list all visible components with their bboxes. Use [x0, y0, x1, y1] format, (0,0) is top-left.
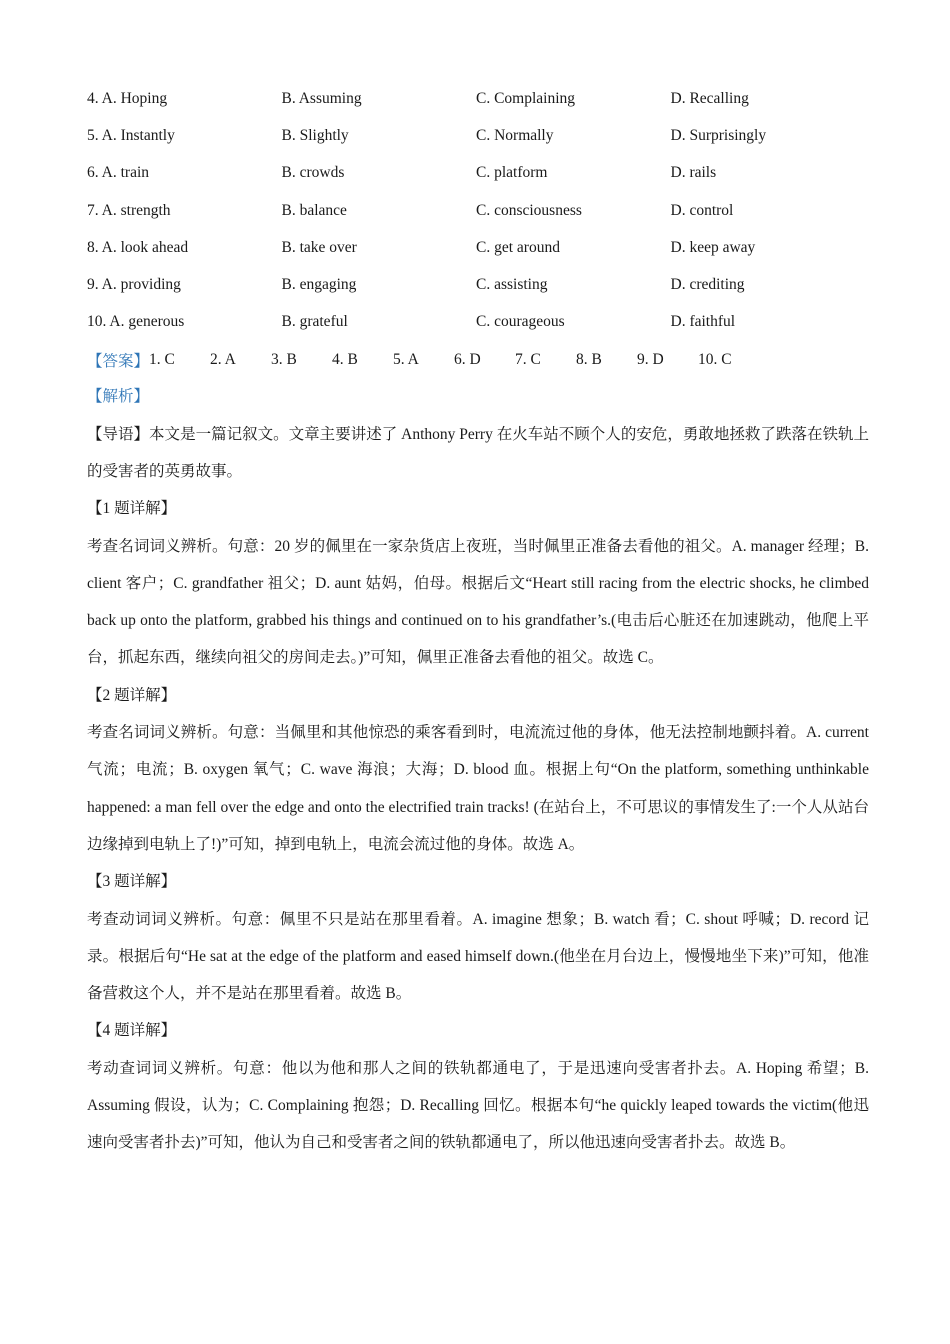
section-heading: 【2 题详解】	[87, 686, 177, 704]
option-a: 10. A. generous	[87, 313, 185, 331]
option-c: C. Normally	[476, 126, 554, 144]
option-b: B. Slightly	[281, 126, 349, 144]
option-b: B. Assuming	[281, 89, 362, 107]
answer-item: 2. A	[210, 350, 236, 368]
question-options-9	[87, 266, 869, 303]
answer-item: 1. C	[149, 350, 175, 368]
option-b: B. grateful	[281, 313, 348, 331]
analysis-tag: 【解析】	[87, 388, 150, 406]
answer-item: 7. C	[515, 350, 541, 368]
question-options-4	[87, 80, 869, 117]
option-d: D. faithful	[670, 313, 736, 331]
question-options-10	[87, 304, 869, 341]
option-c: C. get around	[476, 238, 560, 256]
option-d: D. keep away	[670, 238, 756, 256]
option-a: 9. A. providing	[87, 276, 181, 294]
answer-item: 8. B	[576, 350, 602, 368]
answer-item: 3. B	[271, 350, 297, 368]
section-body: 考查名词词义辨析。句意：当佩里和其他惊恐的乘客看到时，电流流过他的身体，他无法控制地颤抖着。A. current 气流；电流；B. oxygen 氧气；C. wave 海浪；大海；D. blood 血。根据上句“On the platform, something unthinkable happened: a man fell over the edge and onto the electrified train tracks! (在站台上，不可思议的事情发生了:一个人从站台边缘掉到电轨上了!)”可知，掉到电轨上，电流会流过他的身体。故选 A。	[87, 724, 869, 853]
option-d: D. Recalling	[670, 89, 749, 107]
option-a: 5. A. Instantly	[87, 126, 175, 144]
answer-item: 5. A	[393, 350, 419, 368]
option-a: 7. A. strength	[87, 201, 171, 219]
document-content	[87, 80, 869, 1162]
option-c: C. Complaining	[476, 89, 576, 107]
option-d: D. Surprisingly	[670, 126, 767, 144]
option-d: D. rails	[670, 164, 717, 182]
option-c: C. platform	[476, 164, 548, 182]
answer-item: 9. D	[637, 350, 664, 368]
guide-paragraph: 【导语】本文是一篇记叙文。文章主要讲述了 Anthony Perry 在火车站不顾个人的安危，勇敢地拯救了跌落在铁轨上的受害者的英勇故事。	[87, 425, 869, 480]
answer-item: 10. C	[698, 350, 732, 368]
option-c: C. courageous	[476, 313, 565, 331]
option-a: 6. A. train	[87, 164, 150, 182]
option-b: B. engaging	[281, 276, 357, 294]
option-b: B. take over	[281, 238, 357, 256]
section-heading: 【3 题详解】	[87, 873, 177, 891]
option-d: D. control	[670, 201, 734, 219]
answer-item: 4. B	[332, 350, 358, 368]
section-body: 考动查词词义辨析。句意：他以为他和那人之间的铁轨都通电了，于是迅速向受害者扑去。A. Hoping 希望；B. Assuming 假设，认为；C. Complaining 抱怨；D. Recalling 回忆。根据本句“he quickly leaped towards the victim(他迅速向受害者扑去)”可知，他认为自己和受害者之间的铁轨都通电了，所以他迅速向受害者扑去。故选 B。	[87, 1059, 869, 1152]
question-options-7	[87, 192, 869, 229]
question-options-5	[87, 117, 869, 154]
option-c: C. consciousness	[476, 201, 582, 219]
question-options-8	[87, 229, 869, 266]
option-b: B. balance	[281, 201, 347, 219]
answer-item: 6. D	[454, 350, 481, 368]
option-a: 4. A. Hoping	[87, 89, 168, 107]
answer-key	[87, 341, 869, 378]
question-options-6	[87, 155, 869, 192]
section-heading: 【1 题详解】	[87, 500, 177, 518]
option-d: D. crediting	[670, 276, 745, 294]
option-a: 8. A. look ahead	[87, 238, 189, 256]
option-b: B. crowds	[281, 164, 345, 182]
section-heading: 【4 题详解】	[87, 1022, 177, 1040]
section-body: 考查动词词义辨析。句意：佩里不只是站在那里看着。A. imagine 想象；B. watch 看；C. shout 呼喊；D. record 记录。根据后句“He sat at the edge of the platform and eased himself down.(他坐在月台边上，慢慢地坐下来)”可知，他准备营救这个人，并不是站在那里看着。故选 B。	[87, 910, 869, 1003]
section-body: 考查名词词义辨析。句意：20 岁的佩里在一家杂货店上夜班，当时佩里正准备去看他的祖父。A. manager 经理；B. client 客户；C. grandfather 祖父；D. aunt 姑妈，伯母。根据后文“Heart still racing from the electric shocks, he climbed back up onto the platform, grabbed his things and continued on to his grandfather’s.(电击后心脏还在加速跳动，他爬上平台，抓起东西，继续向祖父的房间走去。)”可知，佩里正准备去看他的祖父。故选 C。	[87, 537, 869, 667]
option-c: C. assisting	[476, 276, 548, 294]
answer-tag: 【答案】	[87, 352, 150, 370]
